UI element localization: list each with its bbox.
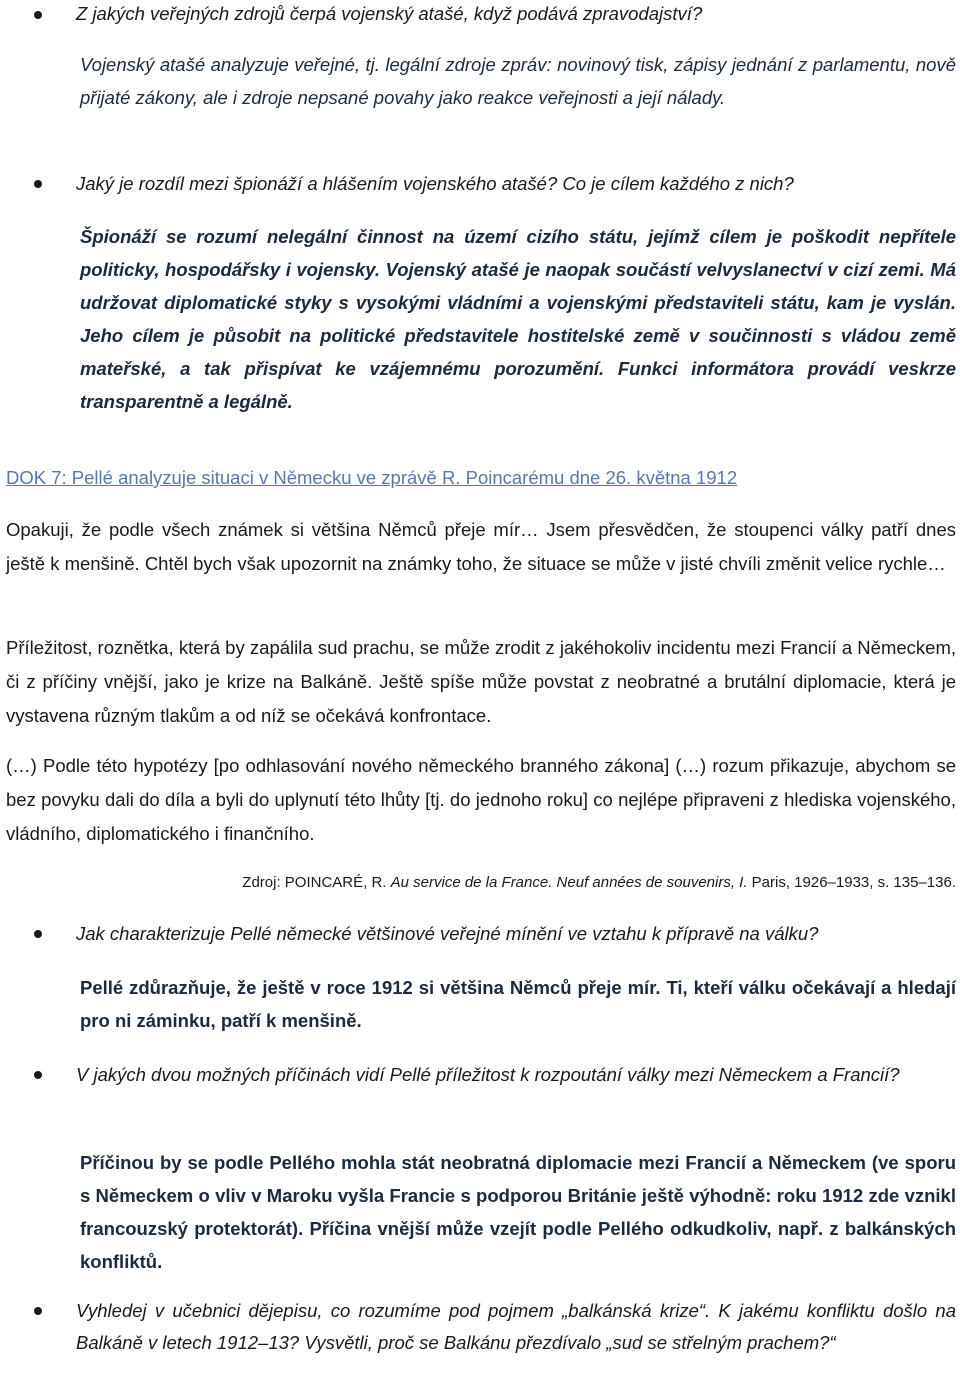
- answer-4: Příčinou by se podle Pellého mohla stát neobratná diplomacie mezi Francií a Německem (ve sporu s Německem o vliv v Maroku vyšla Francie s podporou Británie ještě výhodně: roku 1912 zde vznikl francouzský protektorát). Příčina vnější může vzejít podle Pelléhо odkudkoliv, např. z balkánských konfliktů.: [80, 1152, 956, 1272]
- bullet-icon: [34, 1307, 42, 1315]
- citation-title: Au service de la France. Neuf années de souvenirs, I.: [390, 874, 748, 891]
- bullet-icon: [34, 930, 42, 938]
- source-paragraph-2: Příležitost, roznětka, která by zapálila sud prachu, se může zrodit z jakéhokoliv incidentu mezi Francií a Německem, či z příčiny vnější, jako je krize na Balkáně. Ještě spíše může povstat z neobratné a brutální diplomacie, která je vystavena různým tlakům a od níž se očekává konfrontace.: [6, 637, 956, 726]
- answer-2: Špionáží se rozumí nelegální činnost na území cizího státu, jejímž cílem je poškodit nepřítele politicky, hospodářsky i vojensky. Vojenský atašé je naopak součástí velvyslanectví v cizí zemi. Má udržovat diplomatické styky s vysokými vládními a vojenskými představiteli státu, kam je vyslán. Jeho cílem je působit na politické představitele hostitelské země v součinnosti s vládou země mateřské, a tak přispívat ke vzájemnému porozumění. Funkci informátora provádí veskrze transparentně a legálně.: [80, 226, 956, 412]
- source-citation: [242, 871, 956, 895]
- question-4: V jakých dvou možných příčinách vidí Pellé příležitost k rozpoutání války mezi Německem a Francií?: [76, 1064, 900, 1085]
- bullet-icon: [34, 1071, 42, 1079]
- question-1: Z jakých veřejných zdrojů čerpá vojenský atašé, když podává zpravodajství?: [76, 3, 703, 24]
- citation-prefix: Zdroj: POINCARÉ, R.: [242, 874, 391, 891]
- source-paragraph-1: Opakuji, že podle všech známek si většina Němců přeje mír… Jsem přesvědčen, že stoupenci války patří dnes ještě k menšině. Chtěl bych však upozornit na známky toho, že situace se může v jisté chvíli změnit velice rychle…: [6, 519, 956, 574]
- question-2: Jaký je rozdíl mezi špionáží a hlášením vojenského atašé? Co je cílem každého z nich?: [76, 173, 794, 194]
- bullet-icon: [34, 180, 42, 188]
- citation-suffix: Paris, 1926–1933, s. 135–136.: [747, 874, 956, 891]
- question-5: Vyhledej v učebnici dějepisu, co rozumíme pod pojmem „balkánská krize“. K jakému konfliktu došlo na Balkáně v letech 1912–13? Vysvětli, proč se Balkánu přezdívalo „sud se střelným prachem?“: [76, 1300, 956, 1353]
- question-3: Jak charakterizuje Pellé německé většinové veřejné mínění ve vztahu k přípravě na válku?: [76, 923, 819, 944]
- bullet-icon: [34, 11, 42, 19]
- answer-1: Vojenský atašé analyzuje veřejné, tj. legální zdroje zpráv: novinový tisk, zápisy jednání z parlamentu, nově přijaté zákony, ale i zdroje nepsané povahy jako reakce veřejnosti a její nálady.: [80, 54, 956, 108]
- source-paragraph-3: (…) Podle této hypotézy [po odhlasování nového německého branného zákona] (…) rozum přikazuje, abychom se bez povyku dali do díla a byli do uplynutí této lhůty [tj. do jednoho roku] co nejlépe připraveni z hlediska vojenského, vládního, diplomatického i finančního.: [6, 755, 956, 844]
- document-heading: DOK 7: Pellé analyzuje situaci v Německu ve zprávě R. Poincarému dne 26. května 1912: [6, 467, 738, 488]
- answer-3: Pellé zdůrazňuje, že ještě v roce 1912 si většina Němců přeje mír. Ti, kteří válku očekávají a hledají pro ni záminku, patří k menšině.: [80, 977, 956, 1031]
